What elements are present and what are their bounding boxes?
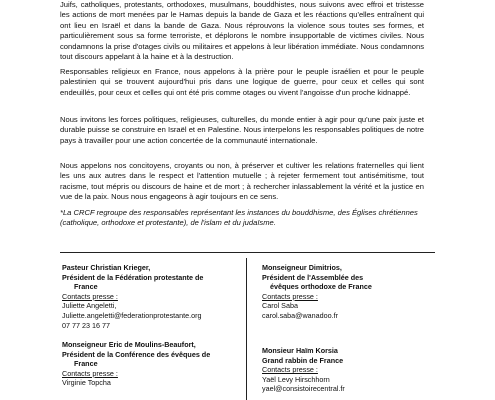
press-person: Yaël Levy Hirschhorn bbox=[262, 374, 330, 384]
press-email: yael@consistoirecentral.fr bbox=[262, 384, 345, 394]
contact-name: Monseigneur Dimitrios, bbox=[262, 263, 342, 272]
paragraph-3: Nous invitons les forces politiques, religieuses, culturelles, du monde entier à agir pour qu'une paix juste et durable puisse se construire en Israël et en Palestine. Nous interpelons les responsables politiques de notre pays à travailler pour une action concertée de la communauté internationale. bbox=[60, 115, 424, 145]
press-label: Contacts presse : bbox=[62, 291, 118, 301]
contact-title-cont: évêques orthodoxe de France bbox=[270, 282, 372, 292]
press-label: Contacts presse : bbox=[262, 365, 318, 375]
paragraph-4: Nous appelons nos concitoyens, croyants ou non, à préserver et cultiver les relations fraternelles qui lient les uns aux autres dans le respect et l'attention mutuelle ; à rejeter fermement tout antisémitisme, tout racisme, tout mépris ou discours de haine et de mort ; à rechercher inlassablement la vérité et la justice en vue de la paix. Nous nous engageons à agir toujours en ce sens. bbox=[60, 161, 424, 202]
press-phone: 07 77 23 16 77 bbox=[62, 320, 110, 330]
horizontal-divider bbox=[60, 252, 435, 253]
contact-name: Monseigneur Eric de Moulins-Beaufort, bbox=[62, 340, 196, 349]
contact-name: Monsieur Haïm Korsia bbox=[262, 346, 338, 355]
press-email: carol.saba@wanadoo.fr bbox=[262, 310, 339, 320]
contact-moulins bbox=[62, 340, 242, 388]
paragraph-2: Responsables religieux en France, nous appelons à la prière pour le peuple israélien et pour le peuple palestinien qui se trouvent aujourd'hui pris dans une logique de guerre, pour ceux et celles qui sont endeuillés, pour ceux et celles qui ont été pris comme otages ou vivent l'angoisse d'un proche kidnappé. bbox=[60, 67, 424, 97]
contact-name: Pasteur Christian Krieger, bbox=[62, 263, 151, 272]
contact-dimitrios bbox=[262, 263, 442, 321]
vertical-divider bbox=[246, 258, 247, 400]
footnote-line-1: *La CRCF regroupe des responsables représentant les instances du bouddhisme, des Églises chrétiennes bbox=[60, 208, 418, 217]
press-label: Contacts presse : bbox=[262, 291, 318, 301]
footnote-line-2: (catholique, orthodoxe et protestante), de l'islam et du judaïsme. bbox=[60, 218, 276, 228]
contact-title: Président de la Conférence des évêques de bbox=[62, 349, 211, 359]
press-person: Carol Saba bbox=[262, 301, 298, 311]
paragraph-1: Juifs, catholiques, protestants, orthodoxes, musulmans, bouddhistes, nous suivons avec effroi et tristesse les actions de mort menées par le Hamas depuis la bande de Gaza et les réactions qu'elles entraînent qui ont lieu en Israël et dans la bande de Gaza. Nous réprouvons la violence sous toutes ses formes, et particulièrement sous sa forme terroriste, et déplorons le nombre insupportable de victimes civiles. Nous condamnons la prise d'otages civils ou militaires et appelons à leur libération immédiate. Nous condamnons tout discours appelant à la haine et à la destruction. bbox=[60, 0, 424, 62]
press-label: Contacts presse : bbox=[62, 368, 118, 378]
footnote bbox=[60, 208, 430, 229]
contact-title: Président de l'Assemblée des bbox=[262, 272, 364, 282]
contact-title: Grand rabbin de France bbox=[262, 355, 344, 365]
contact-korsia bbox=[262, 346, 442, 394]
contact-title-cont: France bbox=[74, 359, 98, 369]
contact-krieger bbox=[62, 263, 242, 330]
contact-title: Président de la Fédération protestante de bbox=[62, 272, 204, 282]
press-person: Juliette Angeletti, bbox=[62, 301, 117, 311]
press-person: Virginie Topcha bbox=[62, 378, 111, 388]
press-email: Juliette.angeletti@federationprotestante.org bbox=[62, 310, 202, 320]
contact-title-cont: France bbox=[74, 282, 98, 292]
